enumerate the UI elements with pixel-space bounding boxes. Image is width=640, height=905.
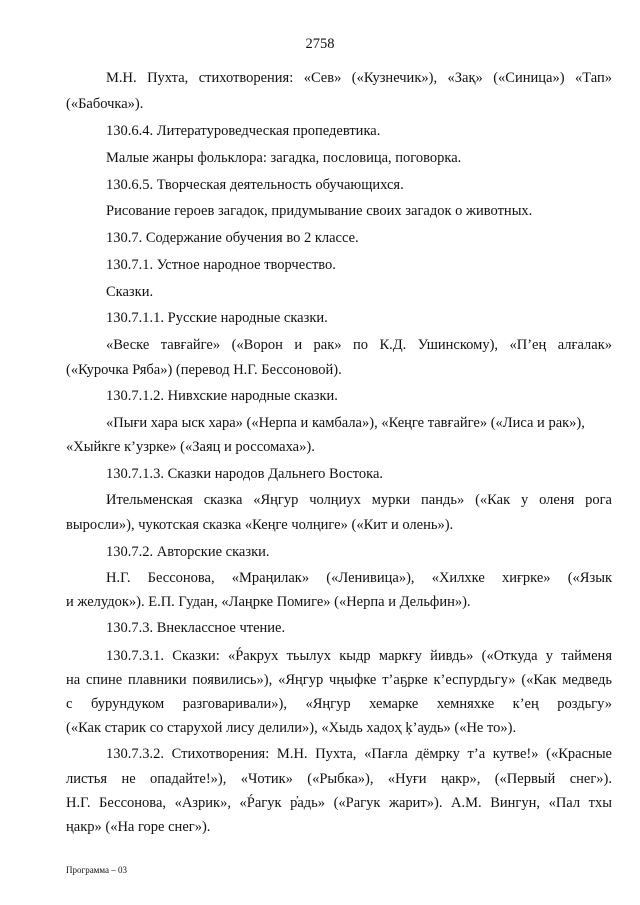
section-heading: 130.7.1.2. Нивхские народные сказки. xyxy=(106,388,338,404)
section-heading: 130.7. Содержание обучения во 2 классе. xyxy=(106,230,359,246)
text-line: с бурундуком разговаривали»), «Яңгур хемарке хемняхке к’ең роздьгу» xyxy=(66,696,612,712)
text-line: на спине плавники появились»), «Яңгур чңыфке т’аҕрке к’еспурдьгу» («Как медведь xyxy=(66,672,612,688)
text-line: 130.7.3.2. Стихотворения: М.Н. Пухта, «Пағла дёмрку т’а кутве!» («Красные xyxy=(106,746,612,762)
text-line: «Пығи хара ыск хара» («Нерпа и камбала»), «Кеңге тавғайге» («Лиса и рак»), xyxy=(106,415,585,431)
text-line: «Веске тавғайге» («Ворон и рак» по К.Д. Ушинскому), «П’ең алғалак» xyxy=(106,337,612,353)
text-line: выросли»), чукотская сказка «Кеңге чолңиге» («Кит и олень»). xyxy=(66,517,454,533)
page-number: 2758 xyxy=(305,36,335,52)
section-heading: 130.7.3. Внеклассное чтение. xyxy=(106,620,286,636)
section-heading: 130.6.5. Творческая деятельность обучающихся. xyxy=(106,177,404,193)
section-heading: 130.7.1.3. Сказки народов Дальнего Востока. xyxy=(106,466,384,482)
text-line: ңакр» («На горе снег»). xyxy=(66,819,211,835)
text-line: Н.Г. Бессонова, «Мраңилак» («Ленивица»), «Хилхке хиғрке» («Язык xyxy=(106,570,612,586)
text-line: Сказки. xyxy=(106,284,154,300)
footer-label: Программа – 03 xyxy=(66,865,128,875)
text-line: 130.7.3.1. Сказки: «Ṕакрух тьылух кыдр маркғу йивдь» («Откуда у тайменя xyxy=(106,648,612,664)
section-heading: 130.7.1. Устное народное творчество. xyxy=(106,257,336,273)
section-heading: 130.7.1.1. Русские народные сказки. xyxy=(106,310,328,326)
section-heading: 130.6.4. Литературоведческая пропедевтика. xyxy=(106,123,381,139)
text-line: М.Н. Пухта, стихотворения: «Сев» («Кузнечик»), «Зақ» («Синица») «Тап» xyxy=(106,70,612,86)
section-heading: 130.7.2. Авторские сказки. xyxy=(106,544,270,560)
text-line: («Курочка Ряба») (перевод Н.Г. Бессоновой). xyxy=(66,362,342,378)
text-line: и желудок»). Е.П. Гудан, «Лаңрке Помиге» («Нерпа и Дельфин»). xyxy=(66,594,471,610)
text-line: («Как старик со старухой лису делили»), «Хыдь хадоҳ ķ’аудь» («Не то»). xyxy=(66,720,517,736)
text-line: листья не опадайте!»), «Чотик» («Рыбка»), «Нуғи ңакр», («Первый снег»). xyxy=(66,771,612,787)
text-line: «Хыйкге к’узрке» («Заяц и россомаха»). xyxy=(66,439,315,455)
text-line: Рисование героев загадок, придумывание своих загадок о животных. xyxy=(106,203,533,219)
text-line: Н.Г. Бессонова, «Азрик», «Ṕагук р̓адь» («Рагук жарит»). А.М. Вингун, «Пал тхы xyxy=(66,795,612,811)
text-line: Ительменская сказка «Яңгур чолңиух мурки пандь» («Как у оленя рога xyxy=(106,492,612,508)
text-line: Малые жанры фольклора: загадка, пословица, поговорка. xyxy=(106,150,462,166)
text-line: («Бабочка»). xyxy=(66,96,144,112)
